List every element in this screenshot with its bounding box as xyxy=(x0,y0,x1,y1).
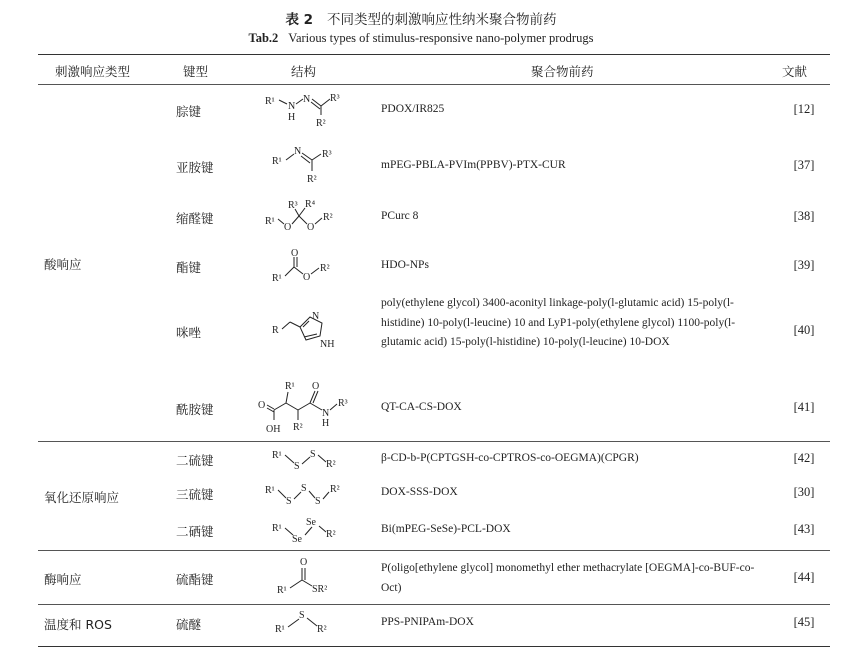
svg-text:R²: R² xyxy=(293,422,303,433)
structure-imidazole xyxy=(272,305,352,353)
header-bond: 键型 xyxy=(183,64,209,79)
structure-ester xyxy=(272,247,362,287)
structure-diselenide xyxy=(272,513,352,545)
bond-imidazole: 咪唑 xyxy=(176,325,202,340)
prodrug-30: DOX-SSS-DOX xyxy=(381,486,458,498)
svg-text:N: N xyxy=(303,94,311,105)
bond-thioether: 硫醚 xyxy=(176,617,202,632)
header-structure: 结构 xyxy=(291,64,317,79)
category-enzyme: 酶响应 xyxy=(44,572,82,587)
structure-acetal xyxy=(265,198,355,234)
prodrug-12: PDOX/IR825 xyxy=(381,103,445,115)
group-rule-2 xyxy=(38,550,830,551)
svg-text:R⁴: R⁴ xyxy=(305,199,316,210)
bond-ester: 酯键 xyxy=(176,260,202,275)
svg-text:R³: R³ xyxy=(338,398,348,409)
ref-38: [38] xyxy=(793,209,815,223)
prodrug-45: PPS-PNIPAm-DOX xyxy=(381,616,474,628)
prodrug-42: β-CD-b-P(CPTGSH-co-CPTROS-co-OEGMA)(CPGR) xyxy=(381,452,639,464)
svg-text:R²: R² xyxy=(326,529,336,540)
svg-text:S: S xyxy=(286,496,292,507)
svg-text:R¹: R¹ xyxy=(272,523,282,534)
ref-45: [45] xyxy=(793,615,815,629)
svg-text:R²: R² xyxy=(317,624,327,635)
svg-text:S: S xyxy=(294,461,300,472)
prodrug-40: poly(ethylene glycol) 3400-aconityl linkage-poly(l-glutamic acid) 15-poly(l-histidine) 10-poly(l-leucine) 10 and LyP1-poly(ethylene glycol) 1100-poly(l-glutamic acid) 15-poly(l-histidine) 10-poly(l-leucine) 10-DOX xyxy=(381,297,736,348)
svg-text:N: N xyxy=(294,146,302,157)
svg-text:N: N xyxy=(288,101,296,112)
bond-imine: 亚胺键 xyxy=(176,160,214,175)
svg-text:R²: R² xyxy=(323,212,333,223)
prodrug-43: Bi(mPEG-SeSe)-PCL-DOX xyxy=(381,523,511,535)
svg-text:R²: R² xyxy=(316,118,326,129)
header-ref: 文献 xyxy=(782,64,808,79)
svg-text:OH: OH xyxy=(266,424,281,435)
svg-text:N: N xyxy=(322,408,330,419)
table-title-cn: 不同类型的刺激响应性纳米聚合物前药 xyxy=(327,12,557,28)
svg-text:O: O xyxy=(300,557,308,568)
prodrug-37: mPEG-PBLA-PVIm(PPBV)-PTX-CUR xyxy=(381,159,566,171)
category-temp-ros: 温度和 ROS xyxy=(44,617,112,632)
structure-disulfide xyxy=(272,445,352,473)
ref-42: [42] xyxy=(793,451,815,465)
table-caption-en xyxy=(0,31,842,46)
svg-text:H: H xyxy=(322,418,330,429)
ref-40: [40] xyxy=(793,323,815,337)
svg-text:O: O xyxy=(284,222,292,233)
category-acid: 酸响应 xyxy=(44,257,82,272)
prodrug-41: QT-CA-CS-DOX xyxy=(381,401,462,413)
svg-text:O: O xyxy=(303,272,311,283)
svg-text:O: O xyxy=(312,381,320,392)
svg-text:R¹: R¹ xyxy=(272,450,282,461)
svg-text:Se: Se xyxy=(292,534,302,545)
structure-thioether xyxy=(275,606,345,638)
svg-text:R¹: R¹ xyxy=(272,156,282,167)
svg-text:R¹: R¹ xyxy=(272,273,282,284)
svg-text:N: N xyxy=(312,311,320,322)
svg-text:R²: R² xyxy=(320,263,330,274)
prodrug-38: PCurc 8 xyxy=(381,210,419,222)
bond-hydrazone: 腙键 xyxy=(176,104,202,119)
svg-text:R³: R³ xyxy=(322,149,332,160)
bond-trisulfide: 三硫键 xyxy=(176,487,214,502)
svg-text:R¹: R¹ xyxy=(277,585,287,596)
svg-text:R¹: R¹ xyxy=(265,216,275,227)
svg-text:S: S xyxy=(299,610,305,621)
svg-text:R³: R³ xyxy=(330,93,340,104)
structure-imine xyxy=(272,144,352,186)
bond-diselenide: 二硒键 xyxy=(176,524,214,539)
svg-text:R²: R² xyxy=(326,459,336,470)
bond-acetal: 缩醛键 xyxy=(176,211,214,226)
table-caption-cn xyxy=(0,8,842,28)
bond-disulfide: 二硫键 xyxy=(176,453,214,468)
group-rule-1 xyxy=(38,441,830,442)
svg-text:R³: R³ xyxy=(288,200,298,211)
header-category: 刺激响应类型 xyxy=(55,64,131,79)
svg-text:O: O xyxy=(258,400,266,411)
ref-37: [37] xyxy=(793,158,815,172)
structure-thioester xyxy=(272,555,352,599)
structure-hydrazone xyxy=(265,90,355,130)
header-prodrug: 聚合物前药 xyxy=(531,64,594,79)
bond-thioester: 硫酯键 xyxy=(176,572,214,587)
ref-41: [41] xyxy=(793,400,815,414)
svg-text:Se: Se xyxy=(306,517,316,528)
svg-text:R²: R² xyxy=(307,174,317,185)
svg-text:R¹: R¹ xyxy=(285,381,295,392)
structure-amide xyxy=(258,378,358,440)
ref-39: [39] xyxy=(793,258,815,272)
svg-text:R¹: R¹ xyxy=(265,485,275,496)
svg-text:R²: R² xyxy=(330,484,340,495)
bond-amide: 酰胺键 xyxy=(176,402,214,417)
prodrug-44: P(oligo[ethylene glycol] monomethyl ether methacrylate [OEGMA]-co-BUF-co-Oct) xyxy=(381,562,755,594)
svg-text:S: S xyxy=(310,449,316,460)
bottom-rule xyxy=(38,646,830,647)
svg-text:R¹: R¹ xyxy=(275,624,285,635)
ref-12: [12] xyxy=(793,102,815,116)
prodrug-39: HDO-NPs xyxy=(381,259,429,271)
table-number-en: Tab.2 xyxy=(248,31,279,45)
ref-43: [43] xyxy=(793,522,815,536)
header-rule xyxy=(38,84,830,85)
svg-text:O: O xyxy=(291,248,299,259)
svg-text:S: S xyxy=(315,496,321,507)
svg-text:R: R xyxy=(272,325,279,336)
top-rule xyxy=(38,54,830,55)
svg-text:S: S xyxy=(301,483,307,494)
svg-text:SR²: SR² xyxy=(312,584,328,595)
category-redox: 氧化还原响应 xyxy=(44,490,120,505)
svg-text:R¹: R¹ xyxy=(265,96,275,107)
structure-trisulfide xyxy=(265,478,355,508)
ref-44: [44] xyxy=(793,570,815,584)
table-title-en: Various types of stimulus-responsive nano-polymer prodrugs xyxy=(288,31,594,45)
svg-text:NH: NH xyxy=(320,339,335,350)
svg-text:O: O xyxy=(307,222,315,233)
table-number-cn: 表 2 xyxy=(285,12,314,28)
svg-text:H: H xyxy=(288,112,296,123)
ref-30: [30] xyxy=(793,485,815,499)
group-rule-3 xyxy=(38,604,830,605)
